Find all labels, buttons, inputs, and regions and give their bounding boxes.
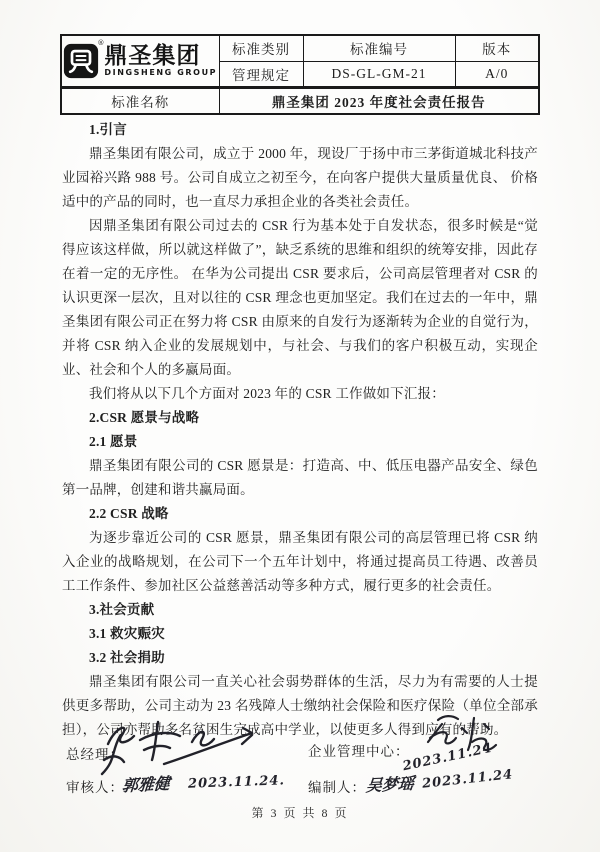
section-heading-3-1: 3.1 救灾赈灾 bbox=[89, 626, 165, 641]
page-number: 第 3 页 共 8 页 bbox=[251, 806, 349, 820]
header-value-version: A/0 bbox=[455, 61, 539, 87]
logo-company-name-en: DINGSHENG GROUP bbox=[104, 68, 218, 78]
document-body bbox=[62, 118, 538, 742]
header-value-standard-category: 管理规定 bbox=[219, 61, 303, 87]
document-title: 鼎圣集团 2023 年度社会责任报告 bbox=[219, 87, 539, 114]
section-heading-3-2: 3.2 社会捐助 bbox=[89, 650, 165, 665]
reviewer-signature-date: 2023.11.24. bbox=[187, 773, 286, 792]
management-center-signature-date: 2023.11.24 bbox=[401, 740, 494, 775]
registered-trademark-icon: ® bbox=[97, 38, 106, 47]
logo-cell bbox=[61, 35, 219, 87]
header-value-standard-number: DS-GL-GM-21 bbox=[303, 61, 455, 87]
body-paragraph: 我们将从以下几个方面对 2023 年的 CSR 工作做如下汇报： bbox=[89, 386, 445, 401]
compiler-label: 编制人： bbox=[308, 780, 366, 795]
reviewer-label: 审核人： bbox=[66, 780, 124, 795]
body-paragraph: 因鼎圣集团有限公司过去的 CSR 行为基本处于自发状态，很多时候是“觉得应该这样做，所以就这样做了”，缺乏系统的思维和组织的统筹安排，因此存在着一定的无序性。 在华为公司提出 CSR 要求后，公司高层管理者对 CSR 的认识更深一层次，且对以往的 CSR 理念也更加坚定。我们在过去的一年中，鼎圣集团有限公司正在努力将 CSR 由原来的自发行为逐渐转为企业的自觉行为，并将 CSR 纳入企业的发展规划中，与社会、与我们的客户积极互动，实现企业、社会和个人的多赢局面。 bbox=[62, 218, 538, 377]
body-paragraph: 为逐步靠近公司的 CSR 愿景，鼎圣集团有限公司的高层管理已将 CSR 纳入企业的战略规划，在公司下一个五年计划中，将通过提高员工待遇、改善员工工作条件、参加社区公益慈善活动等多种方式，履行更多的社会责任。 bbox=[62, 530, 538, 593]
management-center-label: 企业管理中心： bbox=[308, 744, 410, 759]
compiler-signature-date: 2023.11.24 bbox=[421, 767, 514, 792]
body-paragraph: 鼎圣集团有限公司的 CSR 愿景是：打造高、中、低压电器产品安全、绿色第一品牌，创建和谐共赢局面。 bbox=[62, 458, 538, 497]
general-manager-label: 总经理： bbox=[66, 747, 124, 762]
body-paragraph: 鼎圣集团有限公司，成立于 2000 年，现设厂于扬中市三茅街道城北科技产业园裕兴路 988 号。公司自成立之初至今，在向客户提供大量质量优良、 价格适中的产品的同时，也一直尽力承担企业的各类社会责任。 bbox=[62, 146, 538, 209]
section-heading-2-2: 2.2 CSR 战略 bbox=[89, 506, 169, 521]
section-heading-1: 1.引言 bbox=[89, 122, 127, 137]
body-paragraph: 鼎圣集团有限公司一直关心社会弱势群体的生活，尽力为有需要的人士提供更多帮助，公司主动为 23 名残障人士缴纳社会保险和医疗保险（单位全部承担），公司亦帮助多名贫困生完成高中学业，以使更多人得到应有的帮助。 bbox=[62, 674, 538, 737]
header-label-standard-category: 标准类别 bbox=[219, 35, 303, 61]
general-manager-signature bbox=[94, 714, 266, 778]
header-label-standard-number: 标准编号 bbox=[303, 35, 455, 61]
signature-block bbox=[60, 712, 542, 804]
header-label-standard-name: 标准名称 bbox=[61, 87, 219, 114]
header-table bbox=[60, 34, 540, 115]
company-logo bbox=[64, 38, 218, 79]
section-heading-2-1: 2.1 愿景 bbox=[89, 434, 138, 449]
header-label-version: 版本 bbox=[455, 35, 539, 61]
dingsheng-logo-icon bbox=[63, 38, 106, 79]
reviewer-signature-name: 郭雅健 bbox=[121, 773, 171, 796]
compiler-signature-name: 吴梦瑶 bbox=[365, 773, 415, 796]
section-heading-3: 3.社会贡献 bbox=[89, 602, 155, 617]
section-heading-2: 2.CSR 愿景与战略 bbox=[89, 410, 200, 425]
logo-company-name-cn: 鼎圣集团 bbox=[104, 43, 201, 70]
